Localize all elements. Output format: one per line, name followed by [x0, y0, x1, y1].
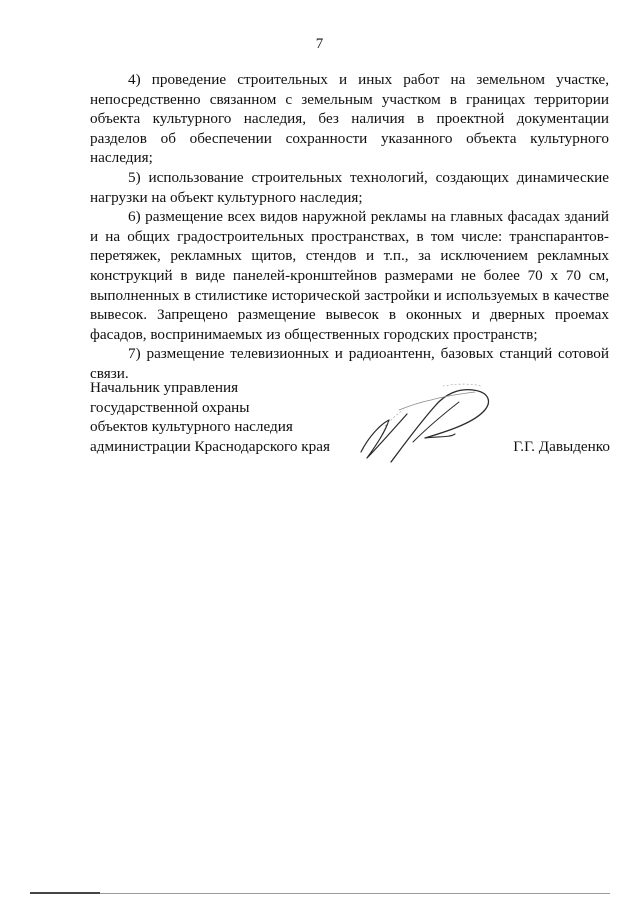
paragraph-item-6: 6) размещение всех видов наружной рекламы на главных фасадах зданий и на общих градостроительных пространствах, в том числе: транспарантов-перетяжек, рекламных щитов, стендов и т.п., за исключением рекламных конструкций в виде панелей-кронштейнов размерами не более 70 х 70 см, выполненных в стилистике исторической застройки и используемых в качестве вывесок. Запрещено размещение вывесок в оконных и дверных проемах фасадов, воспринимаемых из общественных городских пространств;: [90, 208, 609, 343]
signer-position: [90, 378, 330, 456]
signer-name: Г.Г. Давыденко: [513, 437, 610, 455]
paragraph-item-4: 4) проведение строительных и иных работ на земельном участке, непосредственно связанном с земельным участком в границах территории объекта культурного наследия, без наличия в проектной документации разделов об обеспечении сохранности указанного объекта культурного наследия;: [90, 71, 609, 167]
handwritten-signature-icon: [355, 380, 505, 468]
paragraph-item-7: 7) размещение телевизионных и радиоантенн, базовых станций сотовой связи.: [90, 345, 609, 382]
document-body: [90, 70, 609, 384]
signer-position-line: объектов культурного наследия: [90, 418, 293, 436]
signer-position-line: администрации Краснодарского края: [90, 437, 330, 455]
signature-block: [90, 378, 610, 478]
footer-rule: [30, 893, 610, 894]
paragraph-item-5: 5) использование строительных технологий, создающих динамические нагрузки на объект культурного наследия;: [90, 168, 609, 206]
signer-position-line: государственной охраны: [90, 398, 250, 416]
footer-rule-mark: [30, 892, 100, 894]
signer-position-line: Начальник управления: [90, 379, 239, 396]
page-number: 7: [315, 36, 324, 52]
